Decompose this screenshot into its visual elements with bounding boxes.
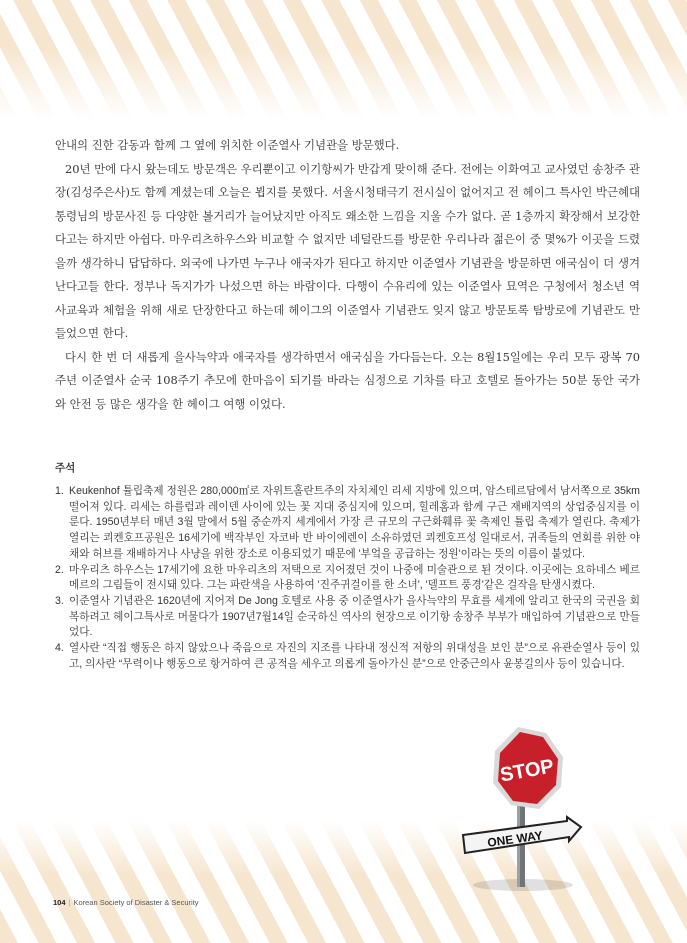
article-body — [55, 134, 640, 416]
footnote-text: 이준열사 기념관은 1620년에 지어져 De Jong 호텔로 사용 중 이준열사가 을사늑약의 무효를 세계에 알리고 한국의 국권을 회복하려고 헤이그특사로 머물다가 1907년7월14일 순국하신 역사의 현장으로 이기항 송창주 부부가 매입하여 기념관으로 만들었다. — [69, 594, 640, 639]
page-footer — [53, 898, 199, 907]
footnote-text: 열사란 “직접 행동은 하지 않았으나 죽음으로 자진의 지조를 나타내 정신적 저항의 위대성을 보인 분”으로 유관순열사 등이 있고, 의사란 “무력이나 행동으로 항거하여 큰 공적을 세우고 의롭게 돌아가신 분”으로 안중근의사 윤봉길의사 등이 있습니다. — [69, 642, 640, 670]
one-way-sign-text: ONE WAY — [486, 828, 544, 850]
sign-pole-highlight — [517, 805, 520, 887]
footnote-item — [55, 563, 640, 594]
footnote-text: 마우리츠 하우스는 17세기에 요한 마우리츠의 저택으로 지어졌던 것이 나중에 미술관으로 된 것이다. 이곳에는 요하네스 베르메르의 그림들이 전시돼 있다. 그는 파란색을 사용하여 '진주귀걸이를 한 소녀', '델프트 풍경'같은 걸작을 탄생시켰다. — [69, 563, 640, 592]
footnotes-list — [55, 484, 640, 672]
page-number: 104 — [53, 898, 66, 907]
footnote-number: 1. — [55, 485, 64, 497]
body-paragraph: 20년 만에 다시 왔는데도 방문객은 우리뿐이고 이기항씨가 반갑게 맞이해 준다. 전에는 이화여고 교사였던 송창주 관장(김성주은사)도 함께 계셨는데 오늘은 뵙지를 못했다. 서울시청태극기 전시실이 없어지고 전 헤이그 특사인 박근혜대통령님의 방문사진 등 다양한 볼거리가 늘어났지만 아직도 왜소한 느낌을 지울 수가 없다. 곧 1층까지 확장해서 보강한다고는 하지만 아쉽다. 마우리츠하우스와 비교할 수 없지만 네덜란드를 방문한 우리나라 젊은이 중 몇%가 이곳을 드렸을까 생각하니 답답하다. 외국에 나가면 누구나 애국자가 된다고 하지만 이준열사 기념관을 방문하면 애국심이 더 생겨난다고들 한다. 정부나 독지가가 나섰으면 하는 바람이다. 다행이 수유리에 있는 이준열사 묘역은 구청에서 청소년 역사교육과 체험을 위해 새로 단장한다고 하는데 헤이그의 이준열사 기념관도 잊지 않고 방문토록 탐방로에 기념관도 만들었으면 한다. — [55, 161, 640, 340]
top-decorative-stripes — [0, 0, 687, 120]
footnote-item — [55, 484, 640, 563]
footnote-number: 4. — [55, 642, 64, 655]
journal-name: Korean Society of Disaster & Security — [73, 898, 199, 907]
footnote-item — [55, 594, 640, 641]
footer-divider: | — [68, 898, 71, 907]
notes-heading: 주석 — [55, 462, 76, 474]
footnote-item — [55, 641, 640, 672]
footnote-number: 3. — [55, 594, 64, 607]
footnote-number: 2. — [55, 563, 64, 576]
body-paragraph: 다시 한 번 더 새롭게 을사늑약과 애국자를 생각하면서 애국심을 가다듬는다. 오는 8월15일에는 우리 모두 광복 70주년 이준열사 순국 108주기 추모에 한마음이 되기를 바라는 심정으로 기차를 타고 호텔로 돌아가는 50분 동안 국가와 안전 등 많은 생각을 한 헤이그 여행 이었다. — [55, 349, 640, 411]
stop-sign-text: STOP — [498, 755, 556, 787]
stop-one-way-sign-illustration — [455, 725, 590, 895]
body-paragraph: 안내의 진한 감동과 함께 그 옆에 위치한 이준열사 기념관을 방문했다. — [55, 138, 400, 152]
footnote-text: Keukenhof 튤립축제 정원은 280,000㎡로 자위트홀란트주의 자치체인 리세 지방에 있으며, 암스테르담에서 남서쪽으로 35km 떨어져 있다. 리세는 하를럼과 레이덴 사이에 있는 꽃 지대 중심지에 있으며, 힐레홈과 함께 구근 재배지역의 상업중심지를 이룬다. 1950년부터 매년 3월 말에서 5월 중순까지 세계에서 가장 큰 규모의 구근화훼류 꽃 축제인 튤립 축제가 열린다. 축제가 열리는 쾨켄호프공원은 16세기에 백작부인 자코바 반 바이에렌이 소유하였던 쾨켄호프성 일대로서, 귀족들의 연회를 위한 야채와 허브를 재배하거나 사냥을 위한 장소로 이용되었기 때문에 '부엌을 공급하는 정원'이라는 뜻의 이름이 붙었다. — [69, 485, 640, 560]
